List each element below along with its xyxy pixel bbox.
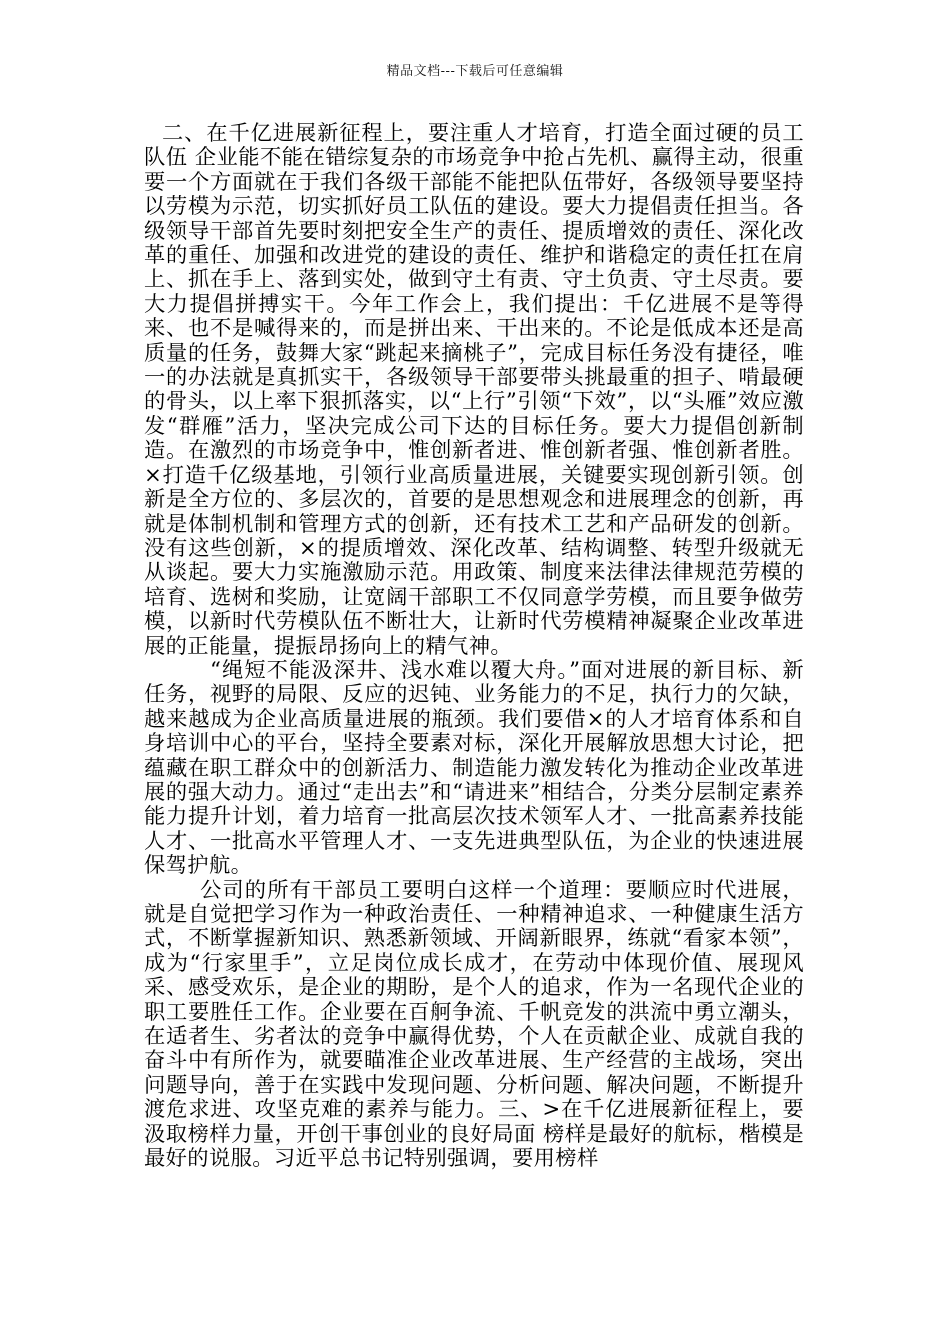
paragraph-short-rope-quote: “绳短不能汲深井、浅水难以覆大舟。”面对进展的新目标、新任务，视野的局限、反应的迟钝、业务能力的不足，执行力的欠缺，越来越成为企业高质量进展的瓶颈。我们要借×的人才培育体系和自身培训中心的平台，坚持全要素对标，深化开展解放思想大讨论，把蕴藏在职工群众中的创新活力、制造能力激发转化为推动企业改革进展的强大动力。通过“走出去”和“请进来”相结合，分类分层制定素养能力提升计划，着力培育一批高层次技术领军人才、一批高素养技能人才、一批高水平管理人才、一支先进典型队伍，为企业的快速进展保驾护航。 — [144, 657, 804, 879]
paragraph-learning-growth: 公司的所有干部员工要明白这样一个道理：要顺应时代进展，就是自觉把学习作为一种政治责任、一种精神追求、一种健康生活方式，不断掌握新知识、熟悉新领域、开阔新眼界，练就“看家本领”，成为“行家里手”，立足岗位成长成才，在劳动中体现价值、展现风采、感受欢乐，是企业的期盼，是个人的追求，作为一名现代企业的职工要胜任工作。企业要在百舸争流、千帆竞发的洪流中勇立潮头，在适者生、劣者汰的竞争中赢得优势，个人在贡献企业、成就自我的奋斗中有所作为，就要瞄准企业改革进展、生产经营的主战场，突出问题导向，善于在实践中发现问题、分析问题、解决问题，不断提升渡危求进、攻坚克难的素养与能力。三、>在千亿进展新征程上，要汲取榜样力量，开创干事创业的良好局面 榜样是最好的航标，楷模是最好的说服。习近平总书记特别强调，要用榜样 — [144, 877, 804, 1172]
page-header: 精品文档---下载后可任意编辑 — [386, 64, 564, 79]
paragraph-talent-cultivation: 二、在千亿进展新征程上，要注重人才培育，打造全面过硬的员工队伍 企业能不能在错综复杂的市场竞争中抢占先机、赢得主动，很重要一个方面就在于我们各级干部能不能把队伍带好，各级领导要坚持以劳模为示范，切实抓好员工队伍的建设。要大力提倡责任担当。各级领导干部首先要时刻把安全生产的责任、提质增效的责任、深化改革的重任、加强和改进党的建设的责任、维护和谐稳定的责任扛在肩上、抓在手上、落到实处，做到守土有责、守土负责、守土尽责。要大力提倡拼搏实干。今年工作会上，我们提出：千亿进展不是等得来、也不是喊得来的，而是拼出来、干出来的。不论是低成本还是高质量的任务，鼓舞大家“跳起来摘桃子”，完成目标任务没有捷径，唯一的办法就是真抓实干，各级领导干部要带头挑最重的担子、啃最硬的骨头，以上率下狠抓落实，以“上行”引领“下效”，以“头雁”效应激发“群雁”活力，坚决完成公司下达的目标任务。要大力提倡创新制造。在激烈的市场竞争中，惟创新者进、惟创新者强、惟创新者胜。×打造千亿级基地，引领行业高质量进展，关键要实现创新引领。创新是全方位的、多层次的，首要的是思想观念和进展理念的创新，再就是体制机制和管理方式的创新，还有技术工艺和产品研发的创新。没有这些创新，×的提质增效、深化改革、结构调整、转型升级就无从谈起。要大力实施激励示范。用政策、制度来法律法律规范劳模的培育、选树和奖励，让宽阔干部职工不仅同意学劳模，而且要争做劳模，以新时代劳模队伍不断壮大，让新时代劳模精神凝聚企业改革进展的正能量，提振昂扬向上的精气神。 — [144, 121, 804, 659]
document-body — [144, 122, 804, 1171]
